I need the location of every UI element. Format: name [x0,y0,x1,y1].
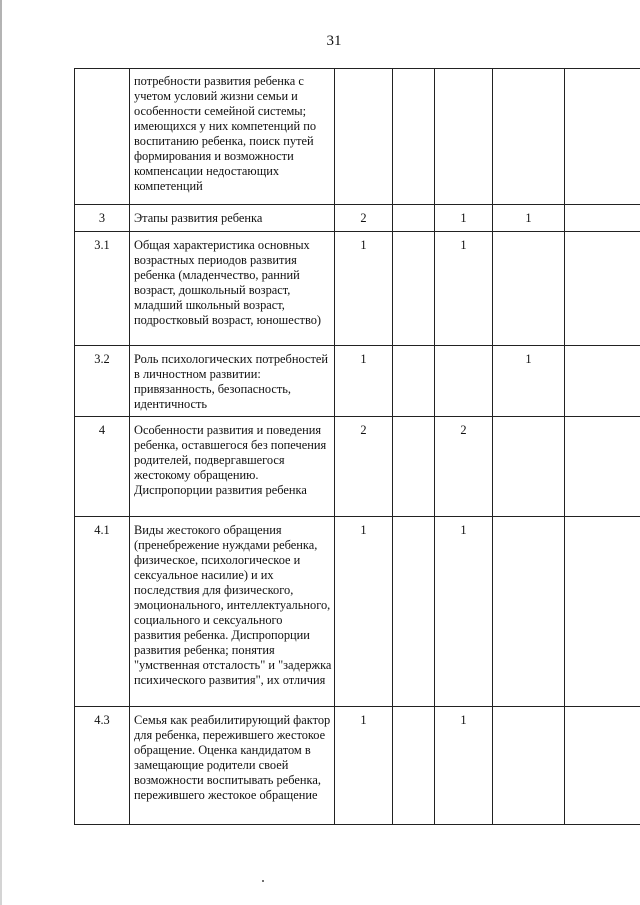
row-number: 4 [75,417,130,517]
hours-col-2-cell: 1 [435,517,493,707]
hours-col-4-cell [565,517,640,707]
table-row [75,69,640,205]
table-row [75,707,640,825]
hours-total-cell: 1 [335,707,393,825]
scan-speck [262,880,264,882]
hours-col-1-cell [393,517,435,707]
row-number [75,69,130,205]
hours-col-2-cell [435,69,493,205]
topic-cell: потребности развития ребенка с учетом условий жизни семьи и особенности семейной системы; имеющихся у них компетенций по воспитанию ребенка, поиск путей формирования и возможности компенсации недостающих компетенций [130,69,335,205]
hours-col-4-cell [565,707,640,825]
hours-col-3-cell: 1 [493,205,565,232]
hours-col-4-cell [565,417,640,517]
hours-col-2-cell: 2 [435,417,493,517]
table-row [75,232,640,346]
hours-col-2-cell: 1 [435,232,493,346]
topic-cell: Роль психологических потребностей в личностном развитии: привязанность, безопасность, идентичность [130,346,335,417]
hours-col-3-cell [493,69,565,205]
hours-col-4-cell [565,346,640,417]
hours-total-cell: 1 [335,232,393,346]
hours-col-2-cell: 1 [435,707,493,825]
table-row [75,205,640,232]
hours-total-cell [335,69,393,205]
topic-cell: Виды жестокого обращения (пренебрежение нуждами ребенка, физическое, психологическое и сексуальное насилие) и их последствия для физического, эмоционального, интеллектуального, социального и сексуального развития ребенка. Диспропорции развития ребенка; понятия "умственная отсталость" и "задержка психического развития", их отличия [130,517,335,707]
hours-col-3-cell: 1 [493,346,565,417]
curriculum-table-container [74,68,640,825]
hours-col-1-cell [393,205,435,232]
table-row [75,346,640,417]
row-number: 3.2 [75,346,130,417]
hours-col-3-cell [493,707,565,825]
topic-cell: Этапы развития ребенка [130,205,335,232]
hours-col-4-cell [565,205,640,232]
hours-total-cell: 1 [335,346,393,417]
table-row [75,417,640,517]
row-number: 3 [75,205,130,232]
topic-cell: Общая характеристика основных возрастных периодов развития ребенка (младенчество, ранний возраст, дошкольный возраст, младший школьный возраст, подростковый возраст, юношество) [130,232,335,346]
hours-col-1-cell [393,346,435,417]
hours-total-cell: 1 [335,517,393,707]
hours-col-2-cell [435,346,493,417]
hours-total-cell: 2 [335,205,393,232]
hours-col-1-cell [393,69,435,205]
hours-col-4-cell [565,69,640,205]
scan-edge [0,0,2,905]
curriculum-table [74,68,640,825]
hours-col-3-cell [493,232,565,346]
row-number: 4.1 [75,517,130,707]
row-number: 3.1 [75,232,130,346]
hours-col-1-cell [393,232,435,346]
hours-total-cell: 2 [335,417,393,517]
page-number: 31 [326,33,342,49]
topic-cell: Особенности развития и поведения ребенка, оставшегося без попечения родителей, подвергавшегося жестокому обращению. Диспропорции развития ребенка [130,417,335,517]
hours-col-3-cell [493,517,565,707]
hours-col-1-cell [393,417,435,517]
row-number: 4.3 [75,707,130,825]
hours-col-2-cell: 1 [435,205,493,232]
hours-col-4-cell [565,232,640,346]
hours-col-1-cell [393,707,435,825]
hours-col-3-cell [493,417,565,517]
topic-cell: Семья как реабилитирующий фактор для ребенка, пережившего жестокое обращение. Оценка кандидатом в замещающие родители своей возможности воспитывать ребенка, пережившего жестокое обращение [130,707,335,825]
table-row [75,517,640,707]
